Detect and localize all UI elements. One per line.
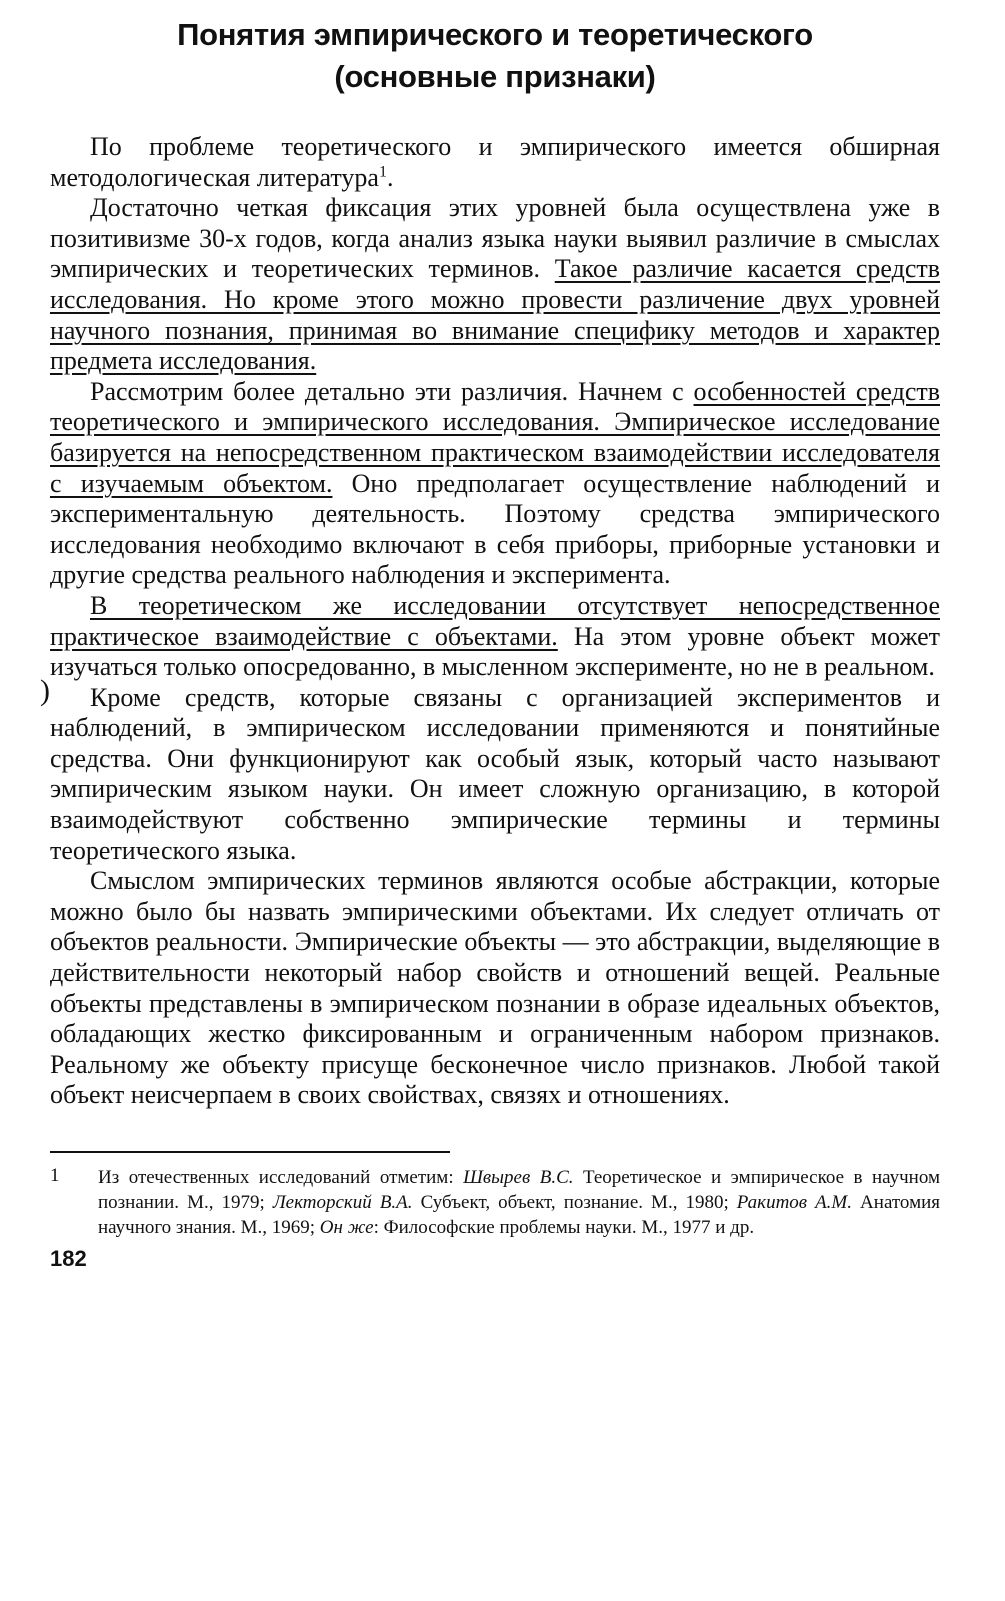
page-number: 182: [50, 1246, 87, 1271]
paragraph-text: Кроме средств, которые связаны с организацией экспериментов и наблюдений, в эмпирическом исследовании применяются и понятийные средства. Они функционируют как особый язык, который часто называют эмпирическим языком науки. Он имеет сложную организацию, в которой взаимодействуют собственно эмпирические термины и термины теоретического языка.: [50, 682, 940, 865]
footnote-text: Из отечественных исследований отметим:: [98, 1167, 464, 1188]
title-line-2: (основные признаки): [334, 59, 656, 94]
paragraph-6: [50, 866, 940, 1111]
paragraph-text: Смыслом эмпирических терминов являются особые абстракции, которые можно было бы назвать эмпирическими объектами. Их следует отличать от объектов реальности. Эмпирические объекты — это абстракции, выделяющие в действительности некоторый набор свойств и отношений вещей. Реальные объекты представлены в эмпирическом познании в образе идеальных объектов, обладающих жестко фиксированным и ограниченным набором признаков. Реальному же объекту присуще бесконечное число признаков. Любой такой объект неисчерпаем в своих свойствах, связях и отношениях.: [50, 866, 940, 1110]
margin-bracket-mark: ): [40, 674, 50, 707]
paragraph-text-tail: .: [386, 162, 394, 192]
title-line-1: Понятия эмпирического и теоретического: [177, 17, 813, 52]
footnote-text: Субъект, объект, познание. М., 1980;: [412, 1192, 737, 1213]
paragraph-text-post: Оно предполагает осуществление наблюдений и экспериментальную деятельность. Поэтому средства эмпирического исследования необходимо включают в себя приборы, приборные установки и другие средства реального наблюдения и эксперимента.: [50, 468, 940, 590]
paragraph-2: [50, 193, 940, 377]
underlined-text: Такое различие касается средств исследования. Но кроме этого можно провести различение двух уровней научного познания, принимая во внимание специфику методов и характер предмета исследования.: [50, 254, 940, 376]
footnote-author: Швырев В.С.: [463, 1167, 574, 1188]
paragraph-text: Достаточно четкая фиксация этих уровней была осуществлена уже в позитивизме 30-х годов, когда анализ языка науки выявил различие в смыслах эмпирических и теоретических терминов.: [50, 193, 940, 284]
underlined-text: В теоретическом же исследовании отсутствует непосредственное практическое взаимодействие с объектами.: [50, 590, 940, 651]
page-title: [50, 14, 940, 98]
paragraph-text-post: На этом уровне объект может изучаться только опосредованно, в мысленном эксперименте, но не в реальном.: [50, 621, 940, 682]
footnote-author: Лекторский В.А.: [272, 1192, 413, 1213]
footnote-author: Ракитов А.М.: [736, 1192, 853, 1213]
paragraph-5: [50, 683, 940, 867]
paragraph-4: [50, 591, 940, 683]
paragraph-3: [50, 377, 940, 591]
footnote-author: Он же: [319, 1217, 374, 1238]
body-text: [50, 132, 940, 1111]
paragraph-text: Рассмотрим более детально эти различия. Начнем с: [90, 376, 694, 406]
footnote-text: : Философские проблемы науки. М., 1977 и др.: [373, 1217, 755, 1238]
footnote-text: Теоретическое и эмпирическое в научном познании. М., 1979;: [98, 1167, 940, 1213]
footnote: [50, 1165, 940, 1240]
footnote-ref: 1: [378, 162, 387, 180]
paragraph-1: [50, 132, 940, 193]
paragraph-text: По проблеме теоретического и эмпирического имеется обширная методологическая литература: [50, 132, 940, 192]
document-page: [50, 14, 940, 1272]
footnote-divider: [50, 1151, 450, 1153]
underlined-text: особенностей средств теоретического и эмпирического исследования. Эмпирическое исследование базируется на непосредственном практическом взаимодействии исследователя с изучаемым объектом.: [50, 376, 940, 498]
footnote-mark: 1: [50, 1165, 60, 1186]
footnote-text: Анатомия научного знания. М., 1969;: [98, 1192, 941, 1238]
